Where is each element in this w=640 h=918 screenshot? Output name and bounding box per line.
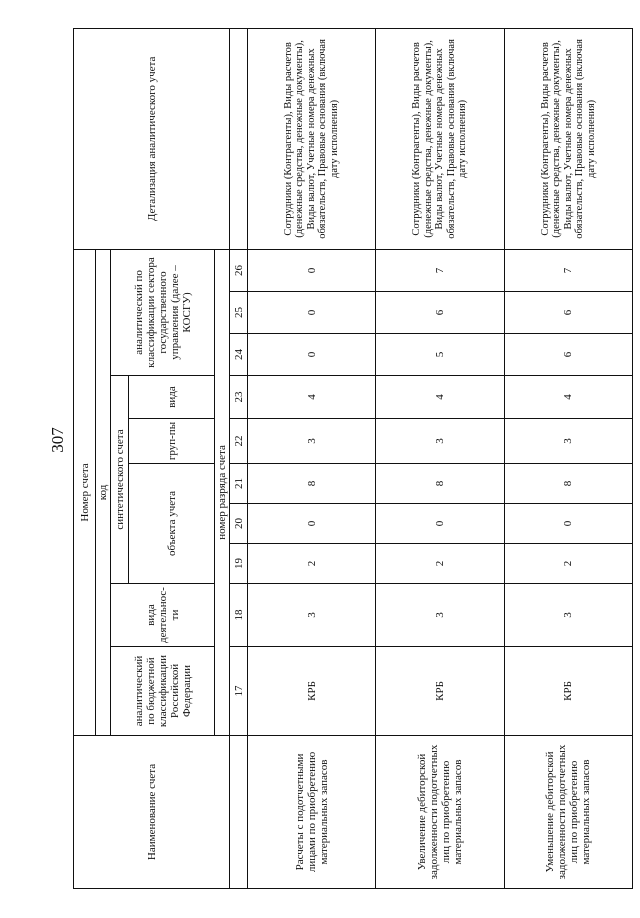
header-code: код — [96, 249, 111, 735]
digit-24: 24 — [230, 334, 248, 376]
table-row — [376, 28, 504, 888]
cell-value: 3 — [376, 584, 504, 647]
page-number: 307 — [48, 427, 67, 453]
row-name: Расчеты с подотчетными лицами по приобретению материальных запасов — [248, 736, 376, 889]
cell-value: 4 — [376, 376, 504, 419]
cell-value: 0 — [248, 249, 376, 291]
row-detail: Сотрудники (Контрагенты), Виды расчетов (денежные средства, денежные документы), Виды валют, Учетные номера денежных обязательств, Правовые основания (включая дату исполнения) — [376, 28, 504, 249]
header-activity-type: вида деятельнос-ти — [111, 584, 215, 647]
digit-21: 21 — [230, 464, 248, 504]
cell-value: 5 — [376, 334, 504, 376]
cell-value: 0 — [248, 292, 376, 334]
header-account-number: Номер счета — [74, 249, 96, 735]
header-kind: вида — [129, 376, 215, 419]
cell-value: 4 — [248, 376, 376, 419]
header-analytic-kosgu: аналитический по классификации сектора государственного управления (далее – КОСГУ) — [111, 249, 215, 375]
cell-value: 3 — [248, 584, 376, 647]
header-analytic-budget: аналитический по бюджетной классификации Российской Федерации — [111, 647, 215, 736]
cell-value: 7 — [504, 249, 632, 291]
digit-18: 18 — [230, 584, 248, 647]
row-detail: Сотрудники (Контрагенты), Виды расчетов (денежные средства, денежные документы), Виды валют, Учетные номера денежных обязательств, Правовые основания (включая дату исполнения) — [248, 28, 376, 249]
cell-value: 6 — [504, 334, 632, 376]
digit-19: 19 — [230, 544, 248, 584]
digit-26: 26 — [230, 249, 248, 291]
rotated-table-container — [73, 29, 633, 889]
cell-value: 2 — [376, 544, 504, 584]
digit-20: 20 — [230, 504, 248, 544]
row-detail: Сотрудники (Контрагенты), Виды расчетов (денежные средства, денежные документы), Виды валют, Учетные номера денежных обязательств, Правовые основания (включая дату исполнения) — [504, 28, 632, 249]
cell-value: 3 — [248, 419, 376, 464]
cell-value: 0 — [504, 504, 632, 544]
header-account-object: объекта учета — [129, 464, 215, 584]
cell-value: 8 — [248, 464, 376, 504]
cell-value: 8 — [504, 464, 632, 504]
cell-value: 3 — [504, 419, 632, 464]
cell-value: 6 — [504, 292, 632, 334]
cell-value: 3 — [376, 419, 504, 464]
cell-value: 7 — [376, 249, 504, 291]
cell-value: 8 — [376, 464, 504, 504]
header-digit-row-label: номер разряда счета — [215, 249, 230, 735]
row-name: Увеличение дебиторской задолженности подотчетных лиц по приобретению материальных запасов — [376, 736, 504, 889]
digit-22: 22 — [230, 419, 248, 464]
cell-value: 3 — [504, 584, 632, 647]
cell-value: 2 — [248, 544, 376, 584]
account-table — [73, 28, 633, 889]
header-groups: груп-пы — [129, 419, 215, 464]
cell-value: 2 — [504, 544, 632, 584]
digit-23: 23 — [230, 376, 248, 419]
table-row — [248, 28, 376, 888]
table-row — [504, 28, 632, 888]
digit-17: 17 — [230, 647, 248, 736]
header-synthetic: синтетического счета — [111, 376, 129, 584]
header-blank-name — [230, 736, 248, 889]
header-blank-detail — [230, 28, 248, 249]
cell-value: 0 — [248, 504, 376, 544]
header-detail: Детализация аналитического учета — [74, 28, 230, 249]
cell-value: КРБ — [504, 647, 632, 736]
row-name: Уменьшение дебиторской задолженности подотчетных лиц по приобретению материальных запасов — [504, 736, 632, 889]
cell-value: 0 — [248, 334, 376, 376]
cell-value: 6 — [376, 292, 504, 334]
cell-value: 4 — [504, 376, 632, 419]
digit-25: 25 — [230, 292, 248, 334]
cell-value: 0 — [376, 504, 504, 544]
cell-value: КРБ — [376, 647, 504, 736]
cell-value: КРБ — [248, 647, 376, 736]
header-account-name: Наименование счета — [74, 736, 230, 889]
